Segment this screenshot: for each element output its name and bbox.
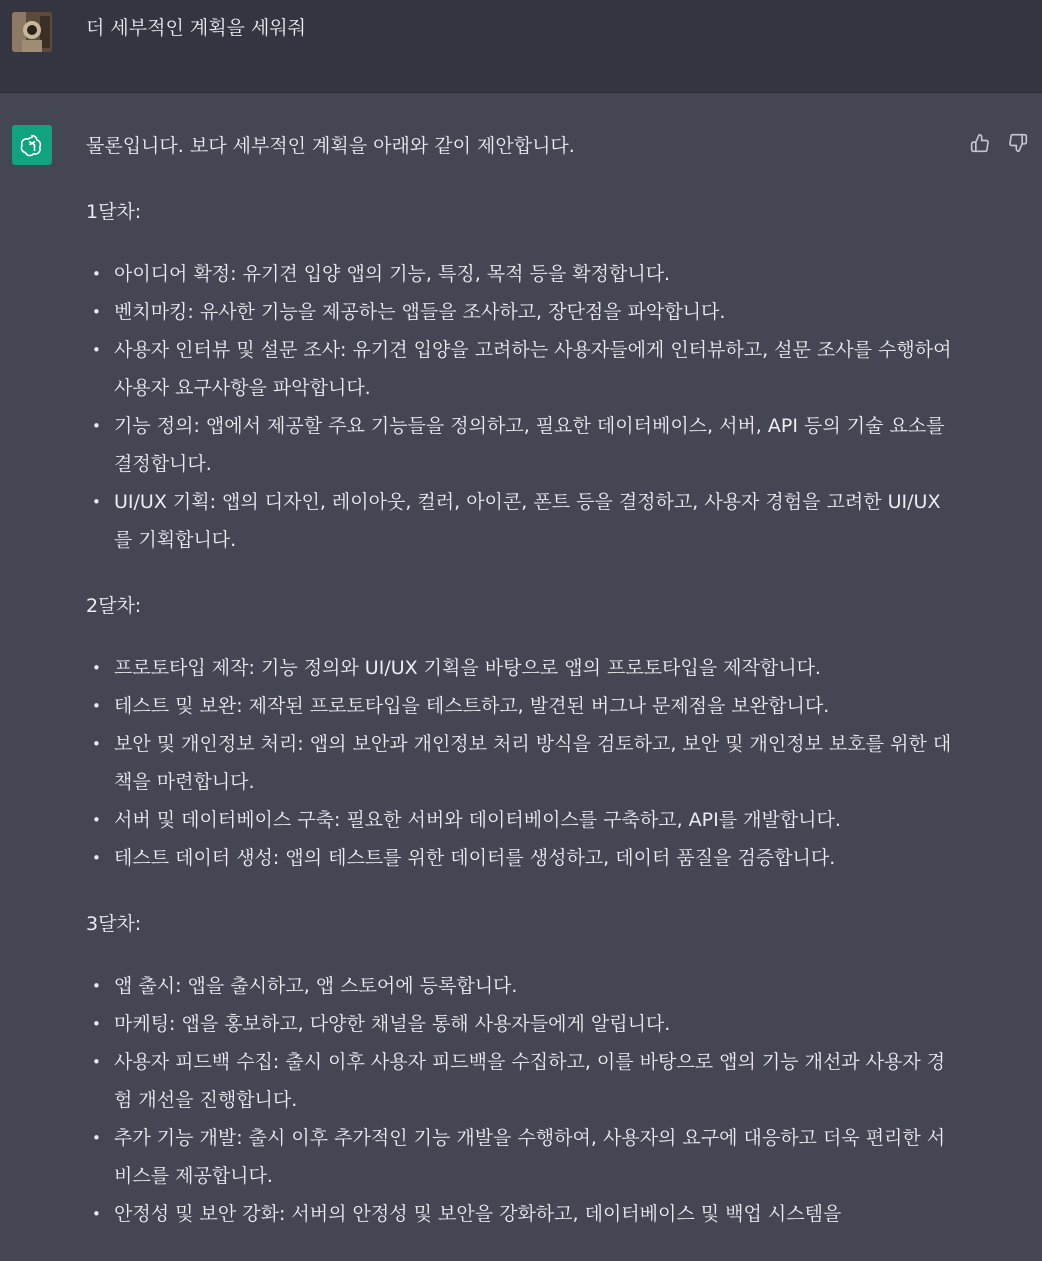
- month-heading: 3달차:: [86, 913, 142, 935]
- list-item: • 앱 출시: 앱을 출시하고, 앱 스토어에 등록합니다.: [86, 967, 954, 1005]
- thumbs-down-icon: [1008, 133, 1028, 153]
- thumbs-down-button[interactable]: [1006, 131, 1030, 155]
- list-item: • 사용자 피드백 수집: 출시 이후 사용자 피드백을 수집하고, 이를 바탕으로 앱의 기능 개선과 사용자 경험 개선을 진행합니다.: [86, 1043, 954, 1119]
- list-item: • 안정성 및 보안 강화: 서버의 안정성 및 보안을 강화하고, 데이터베이스 및 백업 시스템을: [86, 1195, 954, 1233]
- assistant-message-content: [86, 127, 954, 1261]
- thumbs-up-button[interactable]: [968, 131, 992, 155]
- openai-logo-icon: [12, 125, 52, 165]
- plan-list: [86, 967, 954, 1233]
- list-item: • 추가 기능 개발: 출시 이후 추가적인 기능 개발을 수행하여, 사용자의 요구에 대응하고 더욱 편리한 서비스를 제공합니다.: [86, 1119, 954, 1195]
- list-item: • 테스트 데이터 생성: 앱의 테스트를 위한 데이터를 생성하고, 데이터 품질을 검증합니다.: [86, 839, 954, 877]
- month-heading: 1달차:: [86, 201, 142, 223]
- thumbs-up-icon: [970, 133, 990, 153]
- plan-list: [86, 649, 954, 877]
- list-item: • 프로토타입 제작: 기능 정의와 UI/UX 기획을 바탕으로 앱의 프로토타입을 제작합니다.: [86, 649, 954, 687]
- list-item: • 보안 및 개인정보 처리: 앱의 보안과 개인정보 처리 방식을 검토하고, 보안 및 개인정보 보호를 위한 대책을 마련합니다.: [86, 725, 954, 801]
- user-message-row: [0, 0, 1042, 93]
- intro-text: 물론입니다. 보다 세부적인 계획을 아래와 같이 제안합니다.: [86, 135, 575, 157]
- list-item: • 서버 및 데이터베이스 구축: 필요한 서버와 데이터베이스를 구축하고, API를 개발합니다.: [86, 801, 954, 839]
- list-item: • 아이디어 확정: 유기견 입양 앱의 기능, 특징, 목적 등을 확정합니다.: [86, 255, 954, 293]
- list-item: • 마케팅: 앱을 홍보하고, 다양한 채널을 통해 사용자들에게 알립니다.: [86, 1005, 954, 1043]
- list-item: • 테스트 및 보완: 제작된 프로토타입을 테스트하고, 발견된 버그나 문제점을 보완합니다.: [86, 687, 954, 725]
- user-avatar: [12, 12, 52, 52]
- assistant-message-row: [0, 93, 1042, 1224]
- plan-list: [86, 255, 954, 559]
- list-item: • 사용자 인터뷰 및 설문 조사: 유기견 입양을 고려하는 사용자들에게 인터뷰하고, 설문 조사를 수행하여 사용자 요구사항을 파악합니다.: [86, 331, 954, 407]
- list-item: • 벤치마킹: 유사한 기능을 제공하는 앱들을 조사하고, 장단점을 파악합니다.: [86, 293, 954, 331]
- month-heading: 2달차:: [86, 595, 142, 617]
- list-item: • UI/UX 기획: 앱의 디자인, 레이아웃, 컬러, 아이콘, 폰트 등을 결정하고, 사용자 경험을 고려한 UI/UX를 기획합니다.: [86, 483, 954, 559]
- user-photo-avatar-icon: [12, 12, 52, 52]
- user-message-text: 더 세부적인 계획을 세워줘: [86, 17, 307, 39]
- list-item: • 기능 정의: 앱에서 제공할 주요 기능들을 정의하고, 필요한 데이터베이스, 서버, API 등의 기술 요소를 결정합니다.: [86, 407, 954, 483]
